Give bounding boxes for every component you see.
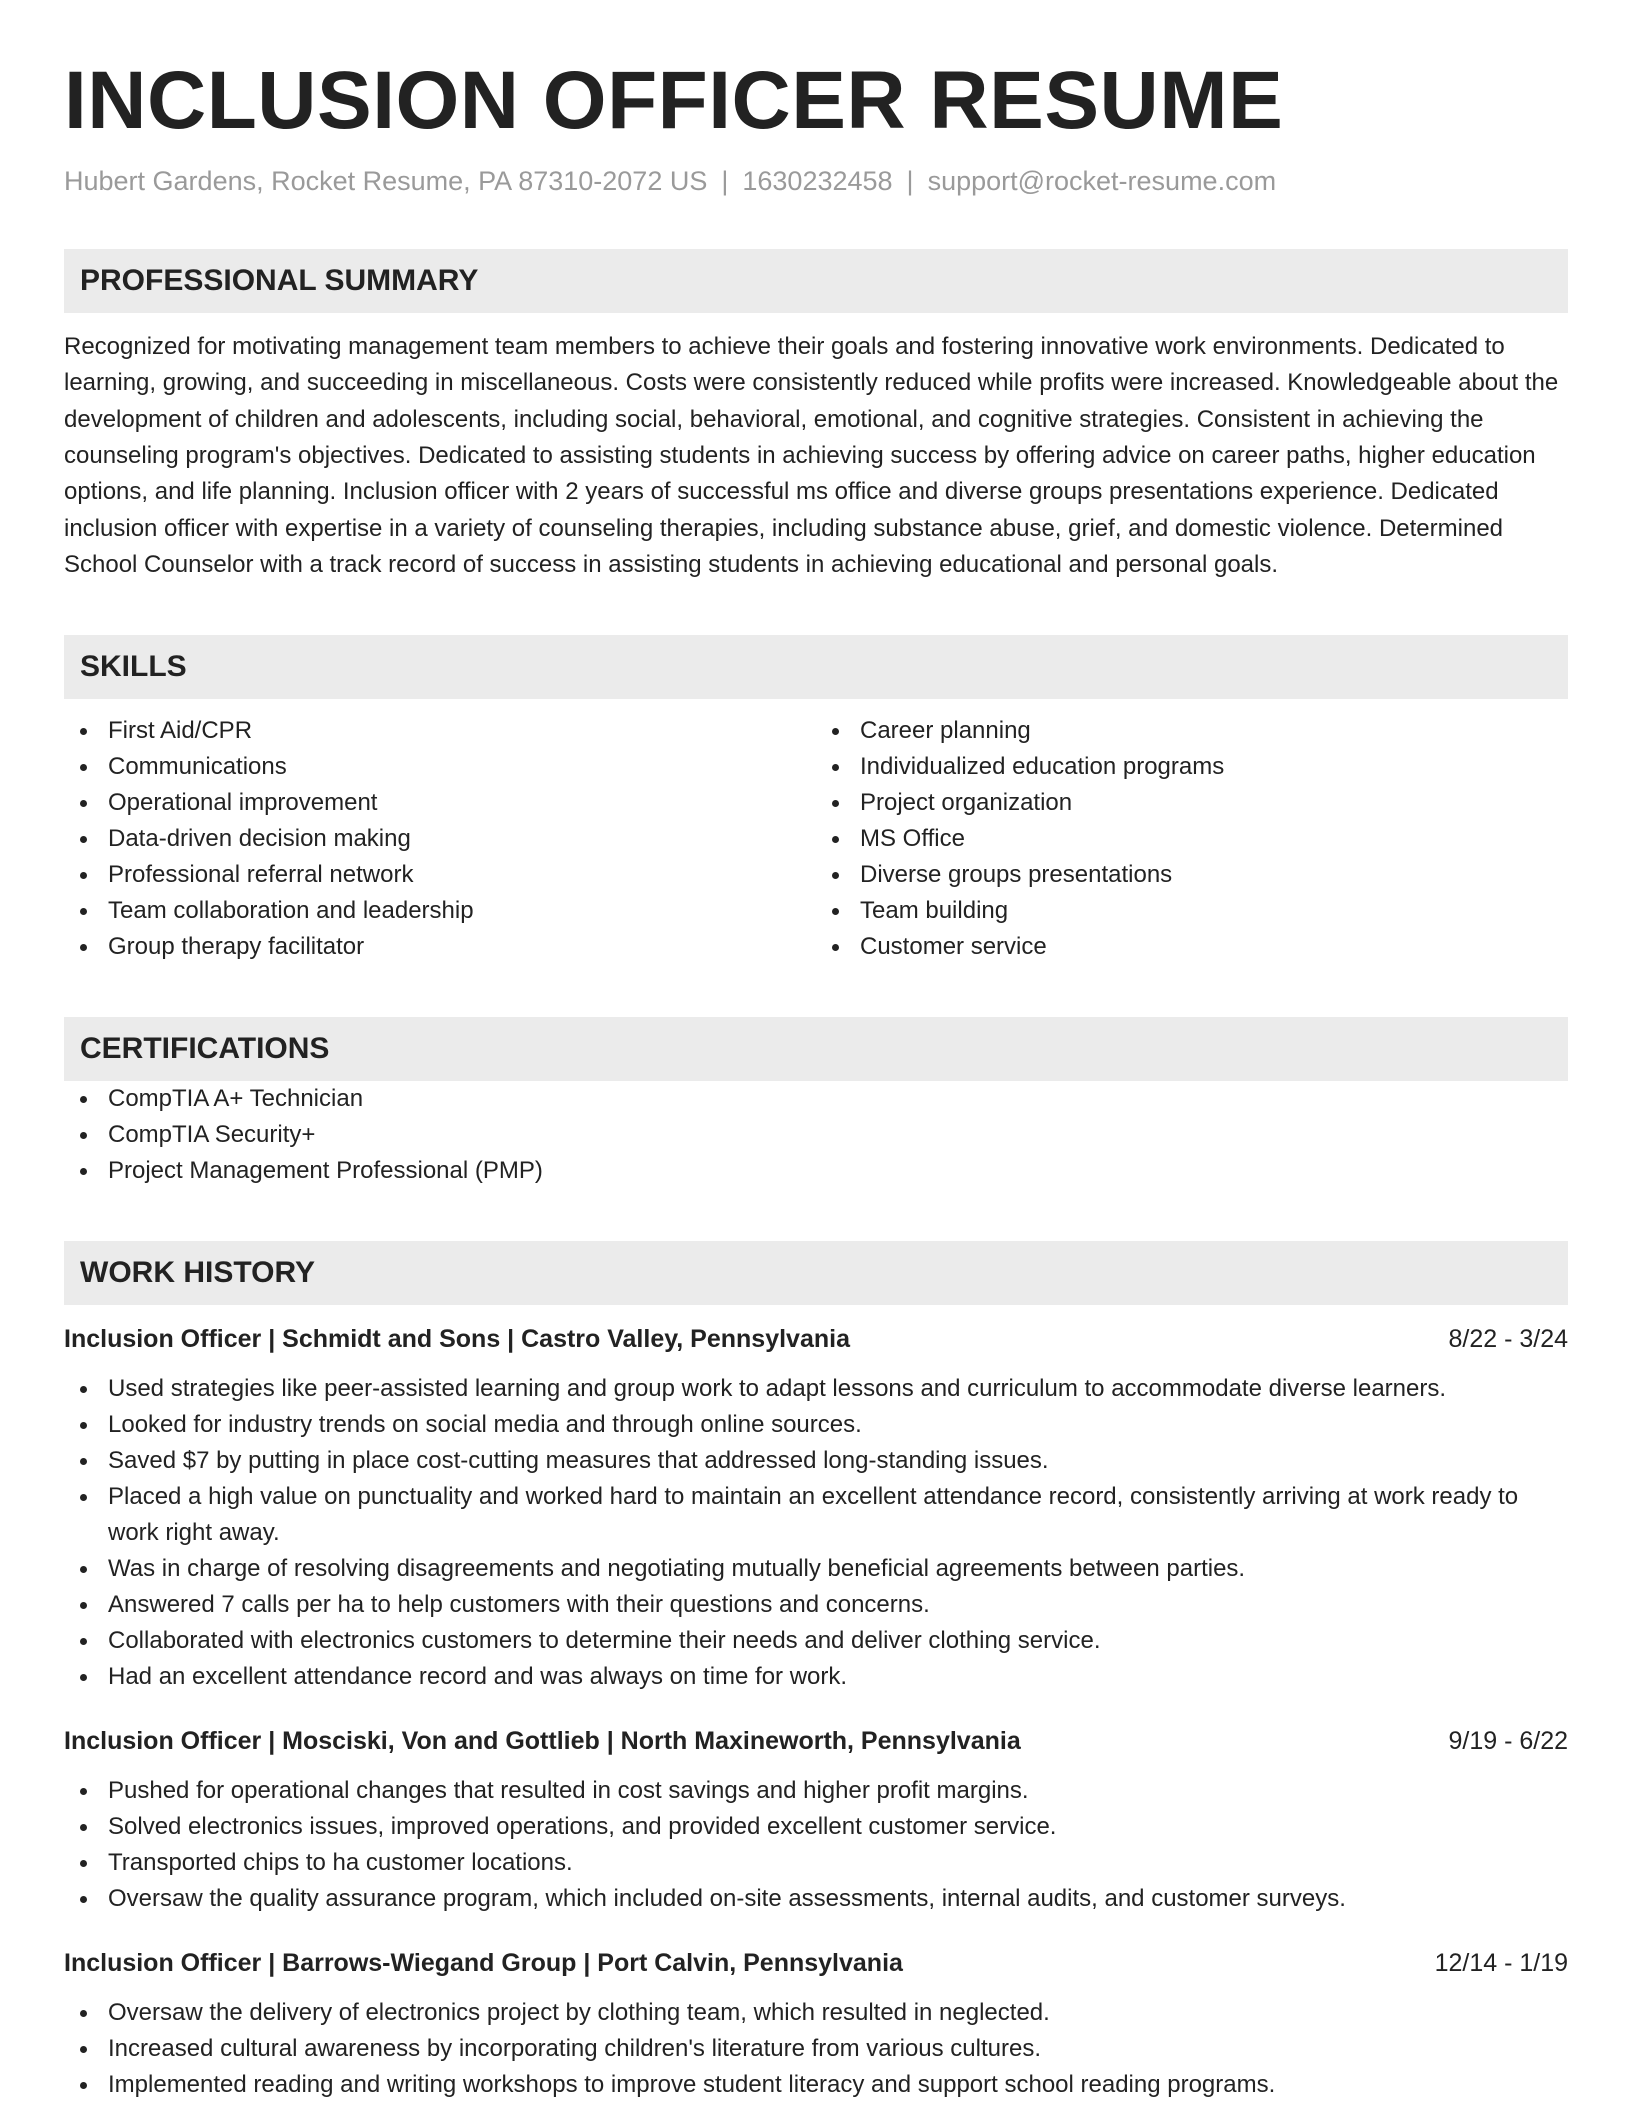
skills-columns	[64, 713, 1568, 965]
contact-email: support@rocket-resume.com	[927, 166, 1277, 197]
certification-item: CompTIA A+ Technician	[64, 1081, 1568, 1117]
job-bullet: Looked for industry trends on social media and through online sources.	[64, 1407, 1568, 1443]
skill-item: Team collaboration and leadership	[64, 893, 816, 929]
job-title: Inclusion Officer | Barrows-Wiegand Group | Port Calvin, Pennsylvania	[64, 1949, 903, 1978]
job-entry	[64, 1723, 1568, 1917]
skill-item: Diverse groups presentations	[816, 857, 1568, 893]
contact-address: Hubert Gardens, Rocket Resume, PA 87310-2072 US	[64, 166, 708, 197]
section-heading-certifications: CERTIFICATIONS	[64, 1017, 1568, 1081]
job-title: Inclusion Officer | Mosciski, Von and Gottlieb | North Maxineworth, Pennsylvania	[64, 1727, 1021, 1756]
job-title: Inclusion Officer | Schmidt and Sons | Castro Valley, Pennsylvania	[64, 1325, 850, 1354]
job-bullet: Pushed for operational changes that resulted in cost savings and higher profit margins.	[64, 1773, 1568, 1809]
job-header	[64, 1723, 1568, 1759]
skill-item: Customer service	[816, 929, 1568, 965]
job-bullet: Oversaw the quality assurance program, which included on-site assessments, internal audits, and customer surveys.	[64, 1881, 1568, 1917]
skill-item: Team building	[816, 893, 1568, 929]
skill-item: Group therapy facilitator	[64, 929, 816, 965]
job-bullet: Implemented reading and writing workshops to improve student literacy and support school reading programs.	[64, 2067, 1568, 2103]
professional-summary-text: Recognized for motivating management team members to achieve their goals and fostering innovative work environments. Dedicated to learning, growing, and succeeding in miscellaneous. Costs were consistently reduced while profits were increased. Knowledgeable about the development of children and adolescents, including social, behavioral, emotional, and cognitive strategies. Consistent in achieving the counseling program's objectives. Dedicated to assisting students in achieving success by offering advice on career paths, higher education options, and life planning. Inclusion officer with 2 years of successful ms office and diverse groups presentations experience. Dedicated inclusion officer with expertise in a variety of counseling therapies, including substance abuse, grief, and domestic violence. Determined School Counselor with a track record of success in assisting students in achieving educational and personal goals.	[64, 333, 1559, 578]
job-bullet: Increased cultural awareness by incorporating children's literature from various cultures.	[64, 2031, 1568, 2067]
skills-list-left	[64, 713, 816, 965]
job-bullets	[64, 1773, 1568, 1917]
contact-line	[64, 166, 1568, 197]
skill-item: First Aid/CPR	[64, 713, 816, 749]
job-dates: 9/19 - 6/22	[1448, 1727, 1568, 1756]
job-bullet: Solved electronics issues, improved operations, and provided excellent customer service.	[64, 1809, 1568, 1845]
job-bullet: Saved $7 by putting in place cost-cutting measures that addressed long-standing issues.	[64, 1443, 1568, 1479]
certification-item: CompTIA Security+	[64, 1117, 1568, 1153]
section-heading-work-history: WORK HISTORY	[64, 1241, 1568, 1305]
job-bullet: Answered 7 calls per ha to help customers with their questions and concerns.	[64, 1587, 1568, 1623]
skill-item: Individualized education programs	[816, 749, 1568, 785]
resume-title: INCLUSION OFFICER RESUME	[64, 55, 1284, 146]
job-bullet: Was in charge of resolving disagreements and negotiating mutually beneficial agreements between parties.	[64, 1551, 1568, 1587]
skill-item: Project organization	[816, 785, 1568, 821]
skill-item: Professional referral network	[64, 857, 816, 893]
contact-phone: 1630232458	[742, 166, 893, 197]
skills-list-right	[816, 713, 1568, 965]
job-bullet: Oversaw the delivery of electronics project by clothing team, which resulted in neglected.	[64, 1995, 1568, 2031]
skill-item: Career planning	[816, 713, 1568, 749]
certification-item: Project Management Professional (PMP)	[64, 1153, 1568, 1189]
job-bullet: Transported chips to ha customer locations.	[64, 1845, 1568, 1881]
job-entry	[64, 1321, 1568, 1695]
job-bullets	[64, 1995, 1568, 2103]
job-bullet: Used strategies like peer-assisted learning and group work to adapt lessons and curriculum to accommodate diverse learners.	[64, 1371, 1568, 1407]
job-bullet: Had an excellent attendance record and was always on time for work.	[64, 1659, 1568, 1695]
skill-item: Operational improvement	[64, 785, 816, 821]
job-dates: 8/22 - 3/24	[1448, 1325, 1568, 1354]
job-bullets	[64, 1371, 1568, 1695]
skill-item: Communications	[64, 749, 816, 785]
job-dates: 12/14 - 1/19	[1434, 1949, 1568, 1978]
job-header	[64, 1321, 1568, 1357]
skill-item: MS Office	[816, 821, 1568, 857]
contact-separator: |	[721, 166, 729, 197]
job-bullet: Collaborated with electronics customers to determine their needs and deliver clothing service.	[64, 1623, 1568, 1659]
contact-separator: |	[906, 166, 914, 197]
job-header	[64, 1945, 1568, 1981]
skill-item: Data-driven decision making	[64, 821, 816, 857]
job-bullet: Placed a high value on punctuality and worked hard to maintain an excellent attendance record, consistently arriving at work ready to work right away.	[64, 1479, 1568, 1551]
job-entry	[64, 1945, 1568, 2103]
section-heading-summary: PROFESSIONAL SUMMARY	[64, 249, 1568, 313]
section-heading-skills: SKILLS	[64, 635, 1568, 699]
certifications-list	[64, 1081, 1568, 1189]
